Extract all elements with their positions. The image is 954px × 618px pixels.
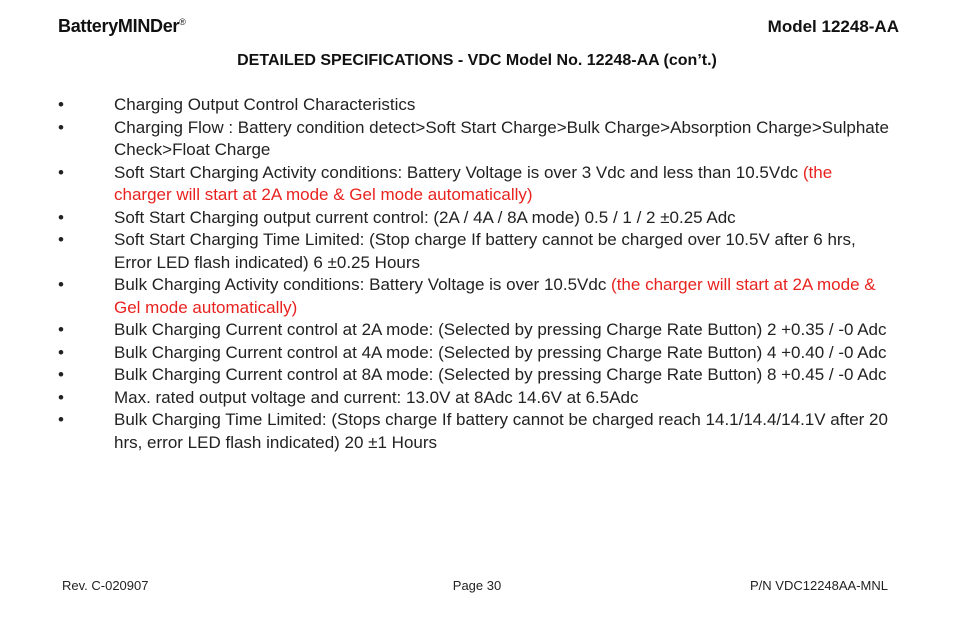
spec-item — [0, 229, 954, 274]
spec-note: (the charger will start at 2A mode & Gel mode automatically) — [114, 275, 876, 317]
bullet-icon: • — [58, 342, 64, 362]
spec-item — [0, 387, 954, 410]
bullet-icon: • — [58, 410, 64, 429]
spec-list — [0, 94, 954, 454]
spec-item — [0, 162, 954, 207]
brand-name: BatteryMINDer — [58, 16, 180, 36]
spec-text: Bulk Charging Activity conditions: Battery Voltage is over 10.5Vdc — [114, 275, 612, 294]
part-number: P/N VDC12248AA-MNL — [750, 578, 888, 593]
bullet-icon: • — [58, 365, 64, 384]
page-number: Page 30 — [452, 578, 502, 593]
bullet-icon: • — [58, 117, 64, 137]
page-title: DETAILED SPECIFICATIONS - VDC Model No. 12248-AA (con’t.) — [237, 52, 717, 69]
spec-item — [0, 364, 954, 387]
bullet-icon: • — [58, 207, 64, 227]
spec-text: Bulk Charging Time Limited: (Stops charge If battery cannot be charged reach 14.1/14.4/14.1V after 20 hrs, error LED flash indicated) 20 ±1 Hours — [114, 410, 888, 452]
spec-text: Soft Start Charging Activity conditions: Battery Voltage is over 3 Vdc and less than 10.5Vdc — [114, 162, 803, 182]
spec-text: Bulk Charging Current control at 4A mode: (Selected by pressing Charge Rate Button) 4 +0.40 / -0 Adc — [114, 342, 887, 362]
revision-label: Rev. C-020907 — [62, 578, 149, 593]
brand-logo — [58, 16, 185, 37]
spec-text: Max. rated output voltage and current: 13.0V at 8Adc 14.6V at 6.5Adc — [114, 387, 639, 407]
model-number: Model 12248-AA — [767, 17, 899, 36]
spec-text: Charging Flow : Battery condition detect>Soft Start Charge>Bulk Charge>Absorption Charge>Sulphate Check>Float Charge — [114, 117, 889, 159]
spec-item — [0, 117, 954, 162]
bullet-icon: • — [58, 275, 64, 294]
spec-item — [0, 274, 954, 319]
spec-note: (the charger will start at 2A mode & Gel mode automatically) — [114, 162, 833, 204]
spec-text: Bulk Charging Current control at 2A mode: (Selected by pressing Charge Rate Button) 2 +0.35 / -0 Adc — [114, 320, 887, 339]
spec-item — [0, 319, 954, 342]
bullet-icon: • — [58, 387, 64, 407]
registered-mark: ® — [179, 17, 186, 27]
bullet-icon: • — [58, 95, 64, 114]
spec-text: Charging Output Control Characteristics — [114, 95, 416, 114]
spec-text: Soft Start Charging Time Limited: (Stop charge If battery cannot be charged over 10.5V after 6 hrs, Error LED flash indicated) 6 ±0.25 Hours — [114, 230, 856, 272]
spec-item — [0, 342, 954, 365]
spec-text: Bulk Charging Current control at 8A mode: (Selected by pressing Charge Rate Button) 8 +0.45 / -0 Adc — [114, 365, 887, 384]
spec-item — [0, 207, 954, 230]
bullet-icon: • — [58, 320, 64, 339]
bullet-icon: • — [58, 230, 64, 249]
spec-text: Soft Start Charging output current control: (2A / 4A / 8A mode) 0.5 / 1 / 2 ±0.25 Adc — [114, 207, 736, 227]
spec-item — [0, 409, 954, 454]
spec-item — [0, 94, 954, 117]
bullet-icon: • — [58, 162, 64, 182]
